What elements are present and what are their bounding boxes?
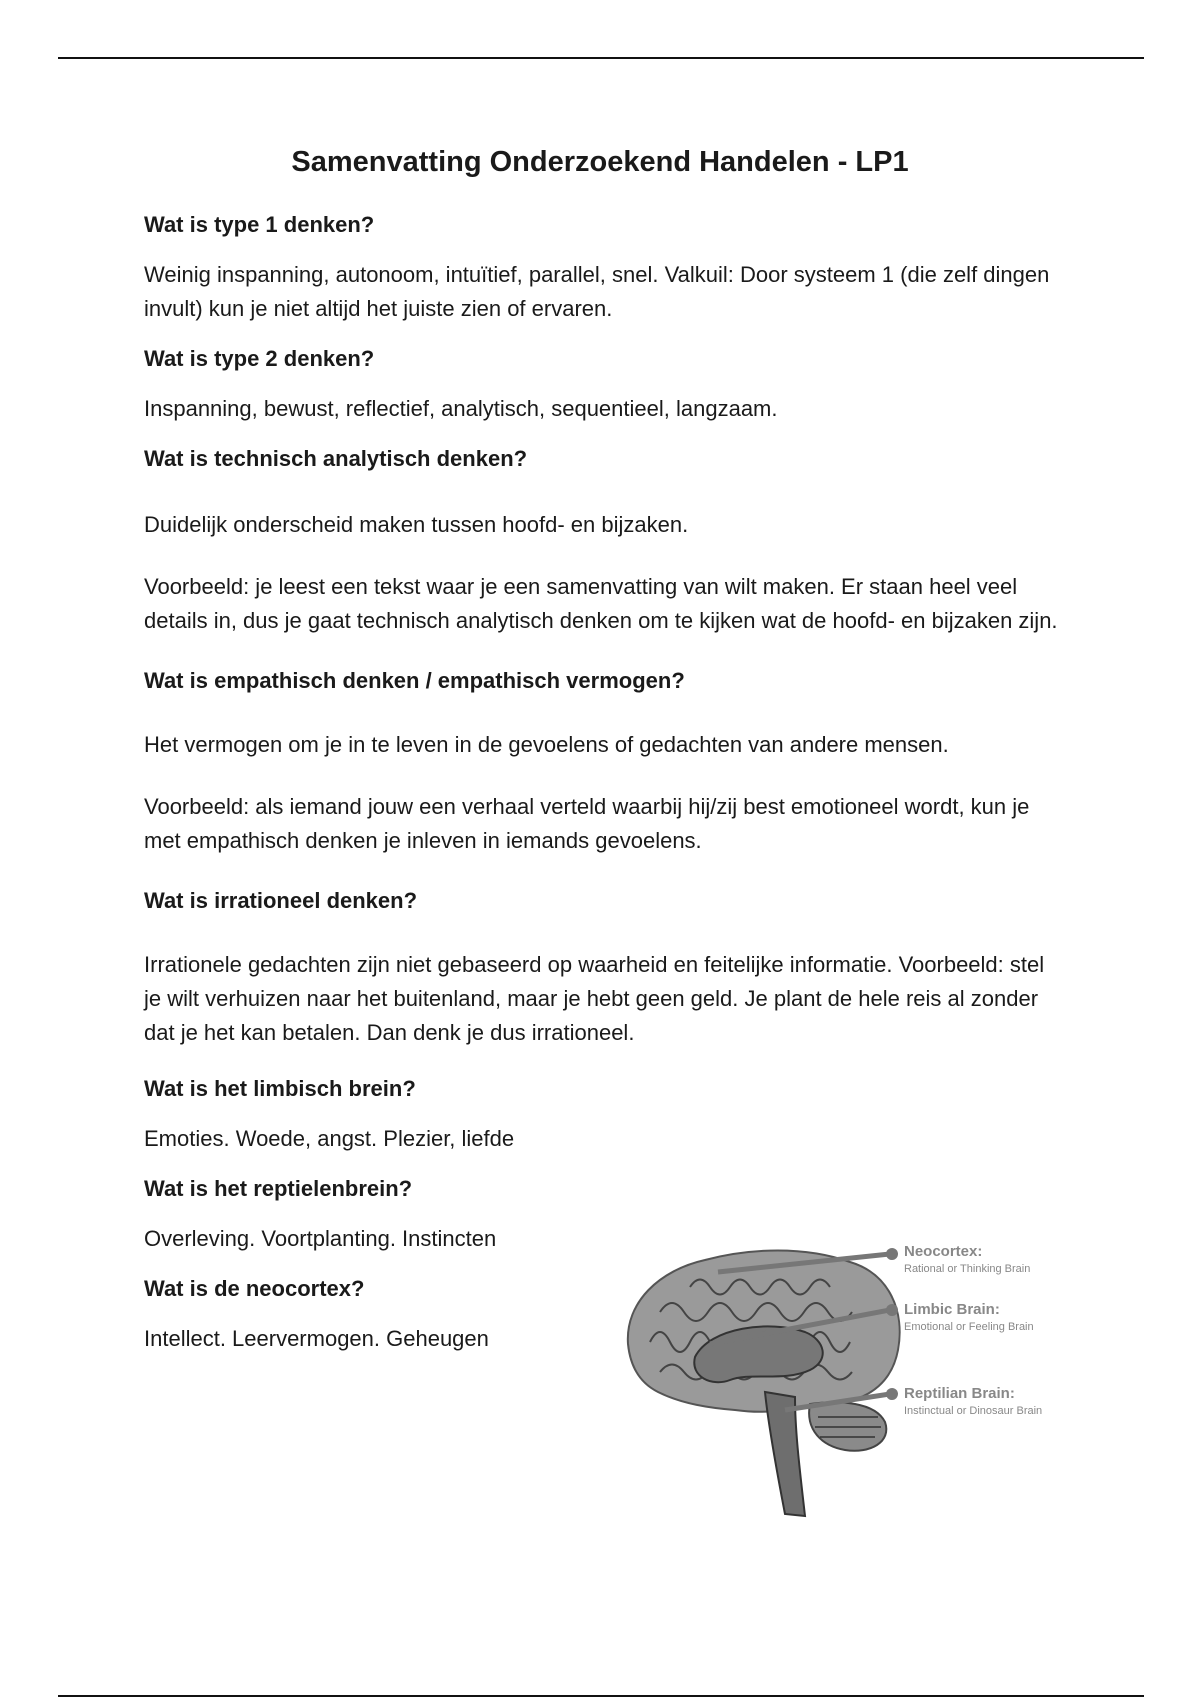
question-empathic: Wat is empathisch denken / empathisch vermogen? bbox=[144, 668, 685, 693]
brain-illustration bbox=[600, 1232, 1100, 1532]
answer-neocortex: Intellect. Leervermogen. Geheugen bbox=[144, 1326, 489, 1351]
question-technical: Wat is technisch analytisch denken? bbox=[144, 446, 528, 471]
bottom-rule bbox=[58, 1695, 1144, 1697]
document-body bbox=[144, 208, 1064, 1356]
answer-type2: Inspanning, bewust, reflectief, analytisch, sequentieel, langzaam. bbox=[144, 396, 778, 421]
label-reptilian-subtitle: Instinctual or Dinosaur Brain bbox=[904, 1405, 1043, 1417]
reptilian-pointer-dot bbox=[886, 1388, 898, 1400]
example-technical: Voorbeeld: je leest een tekst waar je een samenvatting van wilt maken. Er staan heel veel details in, dus je gaat technisch analytisch denken om te kijken wat de hoofd- en bijzaken zijn. bbox=[144, 574, 1058, 633]
example-empathic: Voorbeeld: als iemand jouw een verhaal verteld waarbij hij/zij best emotioneel wordt, kun je met empathisch denken je inleven in iemands gevoelens. bbox=[144, 794, 1030, 853]
document-title: Samenvatting Onderzoekend Handelen - LP1 bbox=[291, 146, 909, 178]
label-neocortex-title: Neocortex: bbox=[904, 1243, 983, 1260]
answer-empathic: Het vermogen om je in te leven in de gevoelens of gedachten van andere mensen. bbox=[144, 732, 949, 757]
brain-stem bbox=[765, 1392, 805, 1516]
question-type1: Wat is type 1 denken? bbox=[144, 212, 375, 237]
brain-diagram bbox=[600, 1232, 1100, 1532]
answer-limbic: Emoties. Woede, angst. Plezier, liefde bbox=[144, 1126, 515, 1151]
label-limbic-subtitle: Emotional or Feeling Brain bbox=[904, 1321, 1034, 1333]
label-neocortex-subtitle: Rational or Thinking Brain bbox=[904, 1263, 1031, 1275]
question-neocortex: Wat is de neocortex? bbox=[144, 1276, 365, 1301]
answer-reptilian: Overleving. Voortplanting. Instincten bbox=[144, 1226, 497, 1251]
question-type2: Wat is type 2 denken? bbox=[144, 346, 375, 371]
question-limbic: Wat is het limbisch brein? bbox=[144, 1076, 416, 1101]
question-irrational: Wat is irrationeel denken? bbox=[144, 888, 418, 913]
question-reptilian: Wat is het reptielenbrein? bbox=[144, 1176, 413, 1201]
label-reptilian-title: Reptilian Brain: bbox=[904, 1385, 1015, 1402]
label-limbic-title: Limbic Brain: bbox=[904, 1301, 1000, 1318]
answer-type1: Weinig inspanning, autonoom, intuïtief, parallel, snel. Valkuil: Door systeem 1 (die zelf dingen invult) kun je niet altijd het juiste zien of ervaren. bbox=[144, 262, 1050, 321]
answer-technical: Duidelijk onderscheid maken tussen hoofd- en bijzaken. bbox=[144, 512, 689, 537]
neocortex-pointer-dot bbox=[886, 1248, 898, 1260]
top-rule bbox=[58, 57, 1144, 59]
limbic-pointer-dot bbox=[886, 1304, 898, 1316]
answer-irrational: Irrationele gedachten zijn niet gebaseerd op waarheid en feitelijke informatie. Voorbeeld: stel je wilt verhuizen naar het buitenland, maar je hebt geen geld. Je plant de hele reis al zonder dat je het kan betalen. Dan denk je dus irrationeel. bbox=[144, 952, 1045, 1045]
